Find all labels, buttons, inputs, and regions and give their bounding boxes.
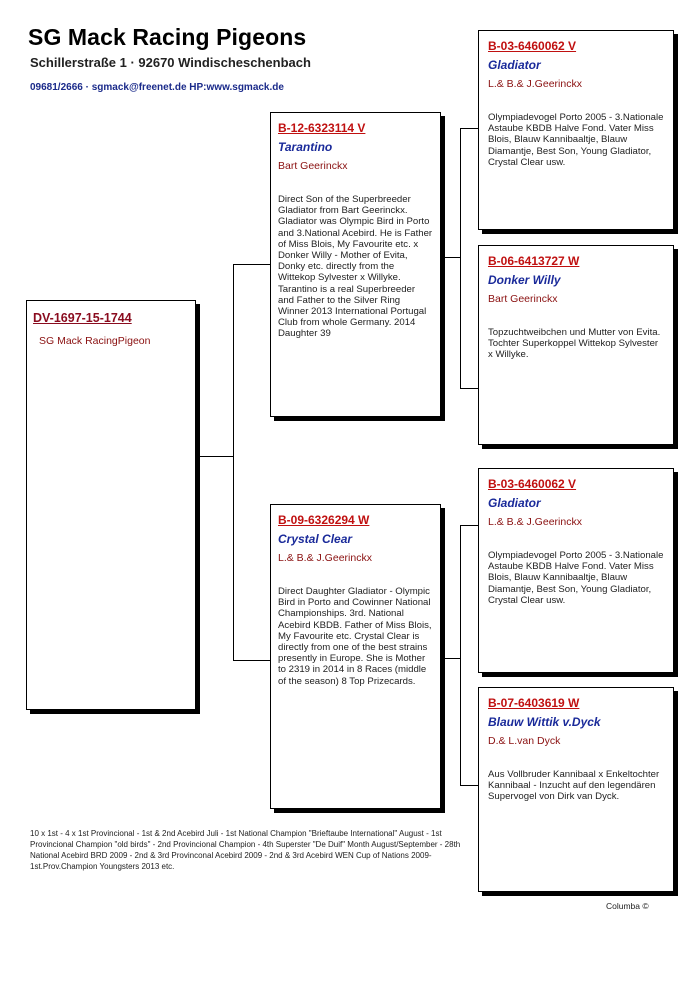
maternal-grandmother-breeder: D.& L.van Dyck [488, 735, 561, 747]
father-card [270, 112, 441, 417]
paternal-grandfather-description: Olympiadevogel Porto 2005 - 3.Nationale Astaube KBDB Halve Fond. Vater Miss Blois, Blauw Kannibaaltje, Blauw Diamantje, Best Son, Young Gladiator, Crystal Clear usw. [488, 112, 664, 168]
connector-mother-vertical [460, 525, 461, 786]
maternal-grandfather-breeder: L.& B.& J.Geerinckx [488, 516, 582, 528]
breeder-contact: 09681/2666 · sgmack@freenet.de HP:www.sgmack.de [30, 82, 284, 93]
main-bird-owner: SG Mack RacingPigeon [39, 335, 151, 347]
maternal-grandmother-ring: B-07-6403619 W [488, 696, 580, 710]
connector-to-paternal-grandfather [460, 128, 478, 129]
paternal-grandfather-breeder: L.& B.& J.Geerinckx [488, 78, 582, 90]
connector-father-stub [442, 257, 461, 258]
father-breeder: Bart Geerinckx [278, 160, 348, 172]
father-name: Tarantino [278, 140, 333, 154]
maternal-grandfather-description: Olympiadevogel Porto 2005 - 3.Nationale Astaube KBDB Halve Fond. Vater Miss Blois, Blauw Kannibaaltje, Blauw Diamantje, Best Son, Young Gladiator, Crystal Clear usw. [488, 550, 664, 606]
maternal-grandmother-name: Blauw Wittik v.Dyck [488, 715, 601, 729]
paternal-grandfather-card [478, 30, 674, 230]
software-credit: Columba © [606, 901, 649, 911]
main-bird-ring: DV-1697-15-1744 [33, 311, 132, 325]
maternal-grandfather-name: Gladiator [488, 496, 541, 510]
mother-breeder: L.& B.& J.Geerinckx [278, 552, 372, 564]
connector-parents-vertical [233, 264, 234, 661]
connector-to-paternal-grandmother [460, 388, 478, 389]
father-description: Direct Son of the Superbreeder Gladiator from Bart Geerinckx. Gladiator was Olympic Bird in Porto and 3.National Acebird. He is Father of Miss Blois, My Favourite etc. x Donker Willy - Mother of Evita, Donky etc. directly from the Wittekop Sylvester x Willyke. Tarantino is a real Superbreeder and Father to the Silver Ring Winner 2013 International Portugal Club from whole Germany. 2014 Daughter 39 [278, 194, 433, 340]
mother-name: Crystal Clear [278, 532, 353, 546]
connector-to-maternal-grandmother [460, 785, 478, 786]
maternal-grandmother-card [478, 687, 674, 892]
connector-to-maternal-grandfather [460, 525, 478, 526]
breeder-address: Schillerstraße 1 · 92670 Windischeschenbach [30, 55, 311, 70]
maternal-grandfather-ring: B-03-6460062 V [488, 477, 577, 491]
maternal-grandmother-description: Aus Vollbruder Kannibaal x Enkeltochter Kannibaal - Inzucht auf den legendären Supervogel von Dirk van Dyck. [488, 769, 660, 803]
paternal-grandmother-card [478, 245, 674, 445]
maternal-grandfather-card [478, 468, 674, 673]
connector-to-father [233, 264, 270, 265]
paternal-grandmother-name: Donker Willy [488, 273, 561, 287]
connector-mother-stub [442, 658, 461, 659]
paternal-grandmother-description: Topzuchtweibchen und Mutter von Evita. Tochter Superkoppel Wittekop Sylvester x Willyke. [488, 327, 661, 361]
paternal-grandmother-breeder: Bart Geerinckx [488, 293, 558, 305]
connector-father-vertical [460, 128, 461, 389]
paternal-grandfather-ring: B-03-6460062 V [488, 39, 577, 53]
page-title: SG Mack Racing Pigeons [28, 24, 307, 50]
connector-main-stub [197, 456, 234, 457]
connector-to-mother [233, 660, 270, 661]
achievements-text: 10 x 1st - 4 x 1st Provincional - 1st & 2nd Acebird Juli - 1st National Champion "Brieftaube International" August - 1st Provincional Champion "old birds" - 2nd Provincional Champion - 4th Superster "De Duif" Month August/September - 28th National Acebird BRD 2009 - 2nd & 3rd Provinconal Acebird 2009 - 2nd & 3rd Acebird WEN Cup of Nations 2009-1st.Prov.Champion Youngsters 2013 etc. [30, 829, 461, 871]
mother-ring: B-09-6326294 W [278, 513, 370, 527]
mother-card [270, 504, 441, 809]
father-ring: B-12-6323114 V [278, 121, 366, 135]
mother-description: Direct Daughter Gladiator - Olympic Bird in Porto and Cowinner National Championships. 3rd. National Acebird KBDB. Father of Miss Blois, My Favourite etc. Crystal Clear is directly from one of the best strains presently in Europe. She is Mother to 2319 in 2014 in 8 Races (middle of the season) 8 Top Prizecards. [278, 586, 432, 687]
main-bird-card [26, 300, 196, 710]
paternal-grandmother-ring: B-06-6413727 W [488, 254, 580, 268]
paternal-grandfather-name: Gladiator [488, 58, 541, 72]
